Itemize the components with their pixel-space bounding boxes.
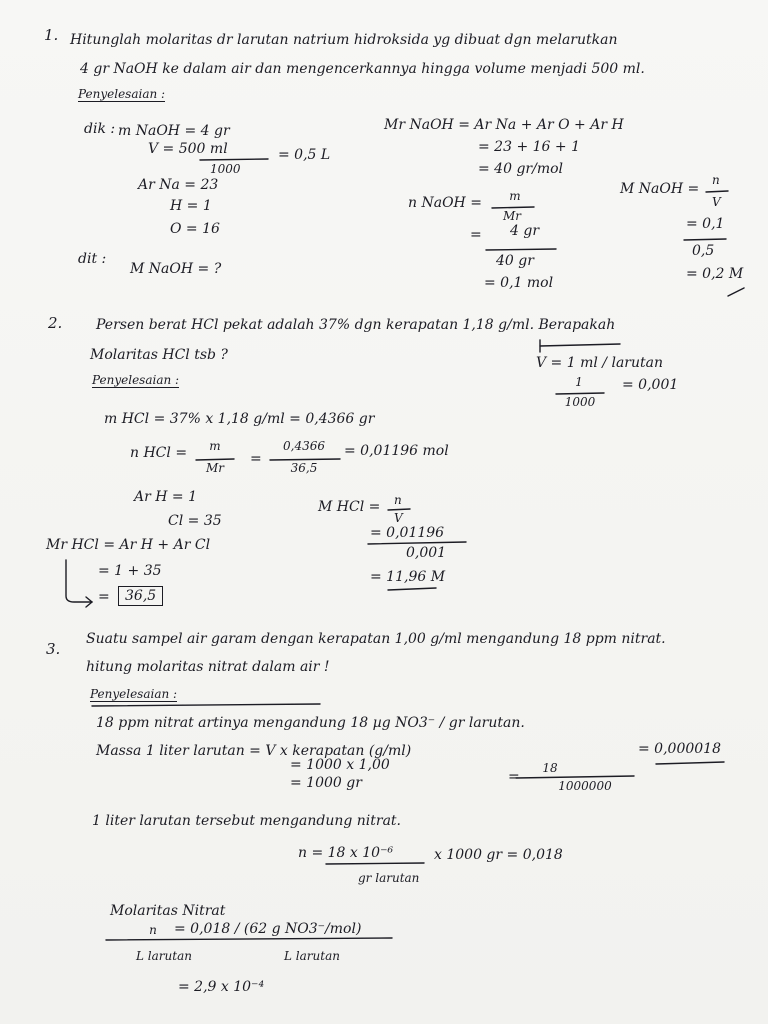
p3-massa-line-2: = 1000 x 1,00 <box>290 757 390 773</box>
p2-n-numerator-2: 0,4366 <box>283 439 325 453</box>
p1-molarity-label: M NaOH = <box>620 181 700 197</box>
p3-massa-line-3: = 1000 gr <box>290 775 362 791</box>
p2-molarity-numerator: n <box>394 493 402 507</box>
p1-n-label: n NaOH = <box>408 195 482 211</box>
p3-molarity-frac-num: = 0,018 / (62 g NO3⁻/mol) <box>174 921 362 937</box>
problem-1-question-line-2: 4 gr NaOH ke dalam air dan mengencerkannya hingga volume menjadi 500 ml. <box>80 61 645 77</box>
p3-n-line: n = 18 x 10⁻⁶ <box>298 845 394 861</box>
p3-molarity-numerator: n <box>149 923 157 937</box>
p1-molarity-n: = 0,1 <box>686 216 725 232</box>
problem-1-question-line-1: Hitunglah molaritas dr larutan natrium hidroksida yg dibuat dgn melarutkan <box>70 32 618 48</box>
p1-volume-denominator: 1000 <box>210 162 241 176</box>
p1-volume-fraction-bar <box>200 159 268 160</box>
p1-molarity-value-bar <box>684 239 726 240</box>
problem-3-heading: Penyelesaian : <box>90 687 178 701</box>
p1-n-equals: = <box>470 227 482 243</box>
problem-3-number: 3. <box>46 640 61 658</box>
p2-molarity-v: 0,001 <box>406 545 447 561</box>
problem-1-heading: Penyelesaian : <box>78 87 166 101</box>
p1-n-denominator: Mr <box>502 209 522 223</box>
p2-volume-fraction-bar <box>556 393 604 394</box>
p2-mr-line-1: Mr HCl = Ar H + Ar Cl <box>46 537 211 553</box>
p1-mr-line-1: Mr NaOH = Ar Na + Ar O + Ar H <box>384 117 624 133</box>
p2-volume-frac-num: 1 <box>575 375 583 389</box>
problem-3-question-line-2: hitung molaritas nitrat dalam air ! <box>86 659 330 675</box>
p3-frac-denominator: 1000000 <box>558 779 612 793</box>
problem-2-heading: Penyelesaian : <box>92 373 180 387</box>
p2-ar-cl: Cl = 35 <box>168 513 222 529</box>
p2-volume-result: = 0,001 <box>622 377 679 393</box>
p1-mr-line-3: = 40 gr/mol <box>478 161 563 177</box>
p1-answer-mark <box>728 288 744 296</box>
p1-molarity-result: = 0,2 M <box>686 266 744 282</box>
p2-n-denominator-2: 36,5 <box>290 461 318 475</box>
problem-2-question-line-2: Molaritas HCl tsb ? <box>90 347 228 363</box>
p2-n-fraction-bar <box>196 459 234 460</box>
p1-dik-label: dik : <box>84 121 116 137</box>
p1-dit-value: M NaOH = ? <box>130 261 222 277</box>
p2-n-result: = 0,01196 mol <box>344 443 449 459</box>
p2-volume-line: V = 1 ml / larutan <box>536 355 663 371</box>
p3-molarity-denominator: L larutan <box>136 949 192 963</box>
p1-molarity-numerator: n <box>712 173 720 187</box>
p1-molarity-denominator: V <box>712 195 721 209</box>
p1-volume-result: = 0,5 L <box>278 147 331 163</box>
p1-ar-na: Ar Na = 23 <box>138 177 219 193</box>
p2-n-equals: = <box>250 451 262 467</box>
p1-n-value-denominator: 40 gr <box>496 253 534 269</box>
p3-n-tail: x 1000 gr = 0,018 <box>434 847 563 863</box>
p2-molarity-denominator: V <box>394 511 403 525</box>
problem-2-number: 2. <box>48 314 63 332</box>
p1-n-value-fraction-bar <box>486 249 556 250</box>
p3-frac-result: = 0,000018 <box>638 741 721 757</box>
p2-ar-h: Ar H = 1 <box>134 489 197 505</box>
p2-n-label: n HCl = <box>130 445 188 461</box>
p2-n-denominator: Mr <box>205 461 225 475</box>
p3-ppm-line: 18 ppm nitrat artinya mengandung 18 µg NO3⁻ / gr larutan. <box>96 715 525 731</box>
p2-molarity-fraction-bar <box>388 509 410 510</box>
p3-n-fraction-bar <box>326 863 424 864</box>
p1-mr-line-2: = 23 + 16 + 1 <box>478 139 580 155</box>
p3-frac-numerator: 18 <box>542 761 558 775</box>
problem-3-question-line-1: Suatu sampel air garam dengan kerapatan 1,00 g/ml mengandung 18 ppm nitrat. <box>86 631 666 647</box>
p2-molarity-label: M HCl = <box>318 499 381 515</box>
p1-mass-line: m NaOH = 4 gr <box>118 123 230 139</box>
p3-frac-equals: = <box>508 769 520 785</box>
p3-molarity-label: Molaritas Nitrat <box>110 903 226 919</box>
p1-n-numerator: m <box>509 189 521 203</box>
p1-dit-label: dit : <box>78 251 107 267</box>
p2-mr-line-2: = 1 + 35 <box>98 563 162 579</box>
p1-n-fraction-bar <box>492 207 534 208</box>
p2-volume-frac-den: 1000 <box>564 395 596 409</box>
p3-molarity-fraction-bar <box>106 938 392 940</box>
p1-molarity-v: 0,5 <box>692 243 715 259</box>
p2-mr-boxed-result: 36,5 <box>118 586 163 606</box>
p3-massa-line: Massa 1 liter larutan = V x kerapatan (g/ml) <box>96 743 412 759</box>
p3-molarity-frac-den: L larutan <box>284 949 340 963</box>
p2-arrow-stem <box>66 560 92 602</box>
p2-n-fraction-bar-2 <box>270 459 340 460</box>
p2-molarity-n: = 0,01196 <box>370 525 445 541</box>
p1-n-result: = 0,1 mol <box>484 275 554 291</box>
p2-mass-line: m HCl = 37% x 1,18 g/ml = 0,4366 gr <box>104 411 375 427</box>
problem-2-question-line-1: Persen berat HCl pekat adalah 37% dgn kerapatan 1,18 g/ml. Berapakah <box>96 317 616 333</box>
p2-density-underline <box>540 344 620 346</box>
p1-n-value: 4 gr <box>510 223 540 239</box>
p2-molarity-value-bar <box>368 542 466 544</box>
p2-n-numerator: m <box>209 439 221 453</box>
p3-liter-line: 1 liter larutan tersebut mengandung nitrat. <box>92 813 402 829</box>
p2-answer-underline <box>388 588 436 590</box>
p3-molarity-result: = 2,9 x 10⁻⁴ <box>178 979 265 995</box>
p3-heading-rule <box>92 704 320 706</box>
p1-volume-numerator: V = 500 ml <box>148 141 228 157</box>
p1-ar-o: O = 16 <box>170 221 220 237</box>
p3-result-underline <box>656 762 724 764</box>
p2-molarity-result: = 11,96 M <box>370 569 446 585</box>
p2-mr-equals: = <box>98 589 110 605</box>
p1-molarity-fraction-bar <box>706 191 728 192</box>
p3-n-denominator: gr larutan <box>358 871 420 885</box>
p3-frac-bar <box>516 776 634 778</box>
p1-ar-h: H = 1 <box>170 198 212 214</box>
problem-1-number: 1. <box>44 26 59 44</box>
